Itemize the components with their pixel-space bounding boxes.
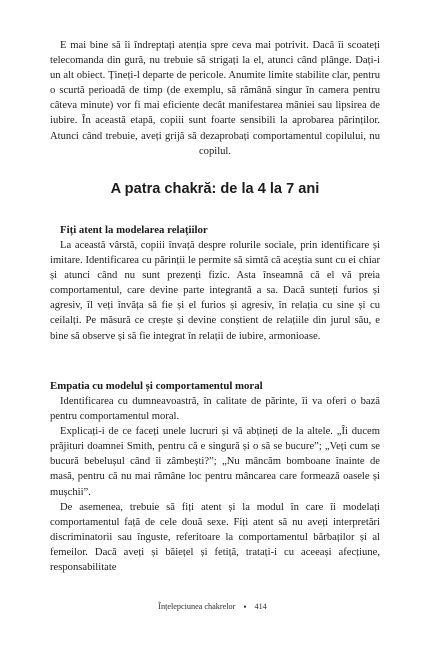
page-footer [0,602,425,612]
opening-paragraph: E mai bine să îi îndreptați atenția spre ceva mai potrivit. Dacă îi scoateți telecomanda din gură, nu trebuie să strigați la el, atunci când plânge. Dați-i un alt obiect. Țineți-l departe de pericole. Anumite limite stabilite clar, pentru o scurtă perioadă de timp (de exemplu, să rămână singur în camera pentru câteva minute) vor fi mai eficiente decât manifestarea mâniei sau lipsirea de iubire. În această etapă, copiii sunt foarte sensibili la aprobarea părinților. Atunci când trebuie, aveți grijă să dezaprobați comportamentul copilului, nu copilul. [50,40,380,157]
section-empathy-paragraph-1: Identificarea cu dumneavoastră, în calitate de părinte, îi va oferi o bază pentru comportamentul moral. [50,396,380,423]
opening-text-block [50,38,380,159]
section-heading-relations: Fiți atent la modelarea relațiilor [60,224,208,236]
section-heading-empathy: Empatia cu modelul și comportamentul moral [50,380,263,392]
section-relations [50,223,380,344]
section-relations-paragraph: La această vârstă, copiii învață despre rolurile sociale, prin identificare și imitare. Identificarea cu părinții le permite să simtă că aceștia sunt cu ei chiar și atunci când nu sunt prezenți fizic. Asta înseamnă că el vă preia comportamentul, care devine parte integrantă a sa. Dacă sunteți furios și agresiv, îl veți învăța să fie și el furios și agresiv, în relația cu sine și cu ceilalți. Pe măsură ce crește și devine conștient de relațiile din jurul său, e bine să observe și să fie integrat în relații de iubire, armonioase. [50,240,380,342]
page-number: 414 [254,602,267,611]
chapter-title: A patra chakră: de la 4 la 7 ani [110,181,320,197]
footer-book-title: Înțelepciunea chakrelor [158,602,236,611]
section-empathy [50,379,380,575]
section-empathy-paragraph-3: De asemenea, trebuie să fiți atent și la modul în care îi modelați comportamentul față de cele două sexe. Fiți atent să nu aveți interpretări discriminatorii sau înguste, referitoare la comportamentul bărbaților și al femeilor. Dacă aveți și băiețel și fetiță, tratați-i cu aceeași afecțiune, responsabilitate [50,501,380,574]
footer-separator: • [243,602,247,613]
section-empathy-paragraph-2: Explicați-i de ce faceți unele lucruri și vă abțineți de la altele. „Îi ducem prăjituri doamnei Smith, pentru că e singură și o să se bucure”; „Veți cum se bucură bebelușul când îi zâmbești?”; „Nu mâncăm bomboane înainte de masă, pentru că nu mai rămâne loc pentru mâncarea care formează oasele și mușchii”. [50,426,380,498]
